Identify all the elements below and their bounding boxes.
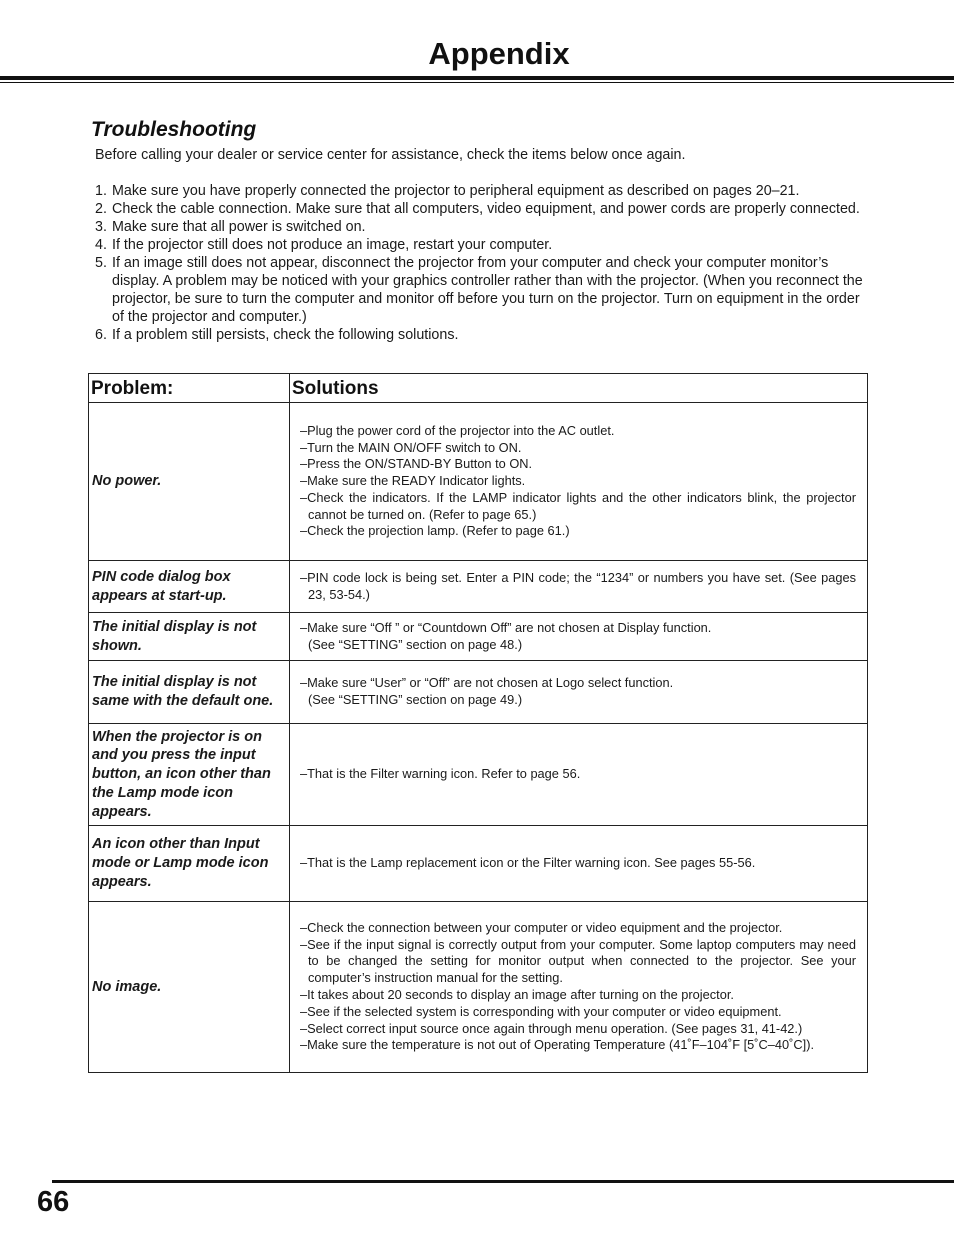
page-number: 66 xyxy=(37,1186,70,1218)
solutions-cell xyxy=(290,561,868,613)
solution-line: –It takes about 20 seconds to display an image after turning on the projector. xyxy=(300,987,734,1002)
list-item xyxy=(95,200,875,218)
solution-line: –Make sure the temperature is not out of Operating Temperature (41˚F–104˚F [5˚C–40˚C]). xyxy=(300,1037,815,1053)
solutions-cell xyxy=(290,724,868,826)
solutions-cell xyxy=(290,826,868,902)
solutions-cell xyxy=(290,661,868,724)
problem-cell: PIN code dialog box appears at start-up. xyxy=(89,561,290,613)
table-row xyxy=(89,561,868,613)
troubleshooting-table xyxy=(88,373,868,1073)
solution-line: –See if the input signal is correctly output from your computer. Some laptop computers may need to be changed the setting for monitor output when connected to the projector. See your computer’s instruction manual for the setting. xyxy=(300,936,856,986)
list-item xyxy=(95,254,875,326)
problem-column-header: Problem: xyxy=(89,374,290,403)
solution-line: (See “SETTING” section on page 49.) xyxy=(308,692,523,707)
table-row xyxy=(89,613,868,661)
solution-line: –Make sure the READY Indicator lights. xyxy=(300,473,526,489)
page-header-title: Appendix xyxy=(428,36,570,71)
section-title: Troubleshooting xyxy=(91,118,257,141)
step-text: If a problem still persists, check the following solutions. xyxy=(112,327,459,343)
problem-cell: No image. xyxy=(89,902,290,1073)
table-header-row xyxy=(89,374,868,403)
solution-line: –That is the Lamp replacement icon or the Filter warning icon. See pages 55-56. xyxy=(300,855,756,871)
step-number: 5. xyxy=(95,255,107,271)
step-text: If an image still does not appear, disconnect the projector from your computer and check your computer monitor’s display. A problem may be noticed with your graphics controller rather than with the projector. (When you reconnect the projector, be sure to turn the computer and monitor off before you turn on the projector. Turn on equipment in the order of the projector and computer.) xyxy=(112,255,863,325)
intro-text: Before calling your dealer or service center for assistance, check the items below once again. xyxy=(95,147,686,163)
step-text: If the projector still does not produce an image, restart your computer. xyxy=(112,237,553,253)
list-item xyxy=(95,326,875,344)
solution-line: –Check the indicators. If the LAMP indicator lights and the other indicators blink, the projector cannot be turned on. (Refer to page 65.) xyxy=(300,489,856,522)
solution-line: (See “SETTING” section on page 48.) xyxy=(308,636,523,652)
solution-line: –Turn the MAIN ON/OFF switch to ON. xyxy=(300,439,522,455)
list-item xyxy=(95,218,875,236)
solution-line: –Press the ON/STAND-BY Button to ON. xyxy=(300,456,533,472)
solution-line: –PIN code lock is being set. Enter a PIN code; the “1234” or numbers you have set. (See pages 23, 53-54.) xyxy=(300,569,856,602)
problem-cell: The initial display is not same with the default one. xyxy=(89,661,290,724)
solutions-cell xyxy=(290,902,868,1073)
step-number: 4. xyxy=(95,237,107,253)
list-item xyxy=(95,236,875,254)
table-row xyxy=(89,826,868,902)
solution-line: –Make sure “Off ” or “Countdown Off” are not chosen at Display function. xyxy=(300,619,712,635)
step-text: Make sure you have properly connected the projector to peripheral equipment as described on pages 20–21. xyxy=(112,183,800,199)
solution-line: –Plug the power cord of the projector into the AC outlet. xyxy=(300,422,615,438)
solution-line: –Check the connection between your computer or video equipment and the projector. xyxy=(300,919,783,935)
solution-line: –That is the Filter warning icon. Refer to page 56. xyxy=(300,766,581,782)
problem-cell: The initial display is not shown. xyxy=(89,613,290,661)
problem-cell: An icon other than Input mode or Lamp mode icon appears. xyxy=(89,826,290,902)
table-row xyxy=(89,661,868,724)
problem-cell: When the projector is on and you press the input button, an icon other than the Lamp mode icon appears. xyxy=(89,724,290,826)
solution-line: –Check the projection lamp. (Refer to page 61.) xyxy=(300,523,570,539)
step-number: 2. xyxy=(95,201,107,217)
solution-line: –See if the selected system is corresponding with your computer or video equipment. xyxy=(300,1003,782,1019)
footer-rule xyxy=(52,1180,954,1183)
solutions-cell xyxy=(290,403,868,561)
table-row xyxy=(89,902,868,1073)
step-text: Check the cable connection. Make sure that all computers, video equipment, and power cords are properly connected. xyxy=(112,201,860,217)
step-number: 6. xyxy=(95,327,107,343)
solutions-column-header: Solutions xyxy=(290,374,868,403)
step-number: 3. xyxy=(95,219,107,235)
table-row xyxy=(89,724,868,826)
step-text: Make sure that all power is switched on. xyxy=(112,219,366,235)
problem-cell: No power. xyxy=(89,403,290,561)
solutions-cell xyxy=(290,613,868,661)
check-steps-list xyxy=(95,182,875,344)
solution-line: –Select correct input source once again through menu operation. (See pages 31, 41-42.) xyxy=(300,1020,803,1036)
header-rule xyxy=(0,76,954,80)
header-rule-thin xyxy=(0,82,954,83)
solution-line: –Make sure “User” or “Off” are not chosen at Logo select function. xyxy=(300,675,674,691)
list-item xyxy=(95,182,875,200)
step-number: 1. xyxy=(95,183,107,199)
table-row xyxy=(89,403,868,561)
